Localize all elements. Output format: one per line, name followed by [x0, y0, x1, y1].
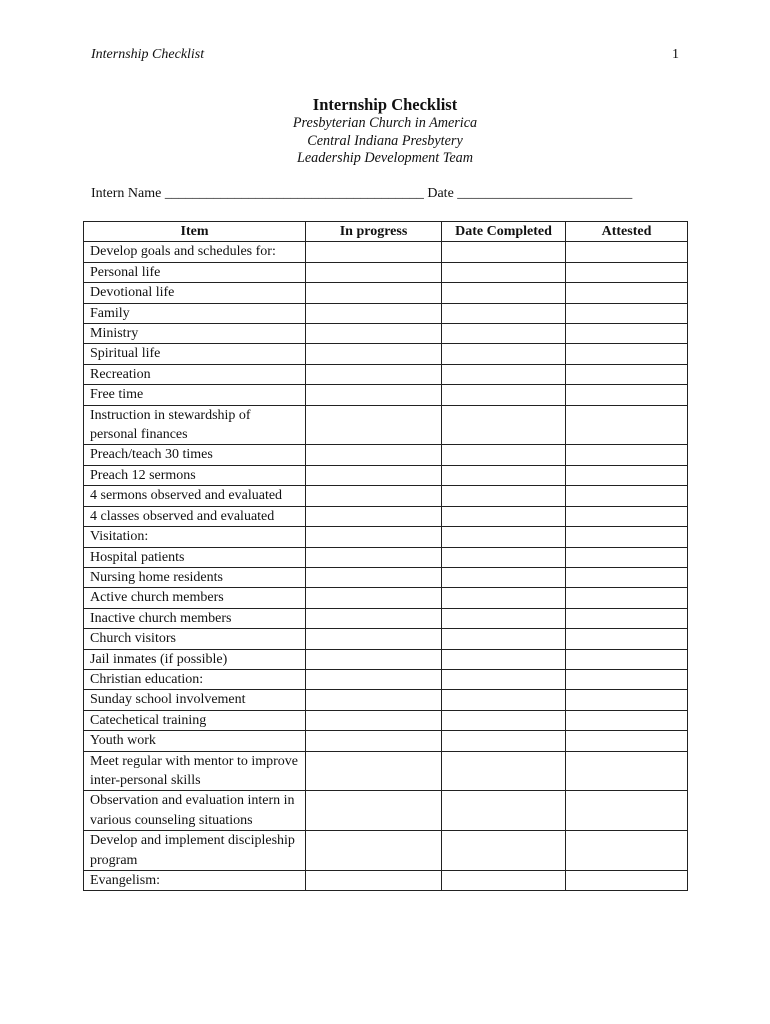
in-progress-cell[interactable] [306, 690, 442, 710]
checklist-item: Catechetical training [84, 710, 306, 730]
date-completed-cell[interactable] [442, 324, 566, 344]
checklist-item: Meet regular with mentor to improve inter-personal skills [84, 751, 306, 791]
checklist-item: 4 classes observed and evaluated [84, 506, 306, 526]
in-progress-cell[interactable] [306, 751, 442, 791]
checklist-item: Develop and implement discipleship program [84, 831, 306, 871]
checklist-row [84, 629, 688, 649]
attested-cell[interactable] [566, 405, 688, 445]
attested-cell[interactable] [566, 506, 688, 526]
checklist-row [84, 242, 688, 262]
checklist-row [84, 731, 688, 751]
attested-cell[interactable] [566, 303, 688, 323]
running-title: Internship Checklist [91, 47, 205, 62]
checklist-row [84, 324, 688, 344]
checklist-row [84, 791, 688, 831]
attested-cell[interactable] [566, 445, 688, 465]
attested-cell[interactable] [566, 831, 688, 871]
in-progress-cell[interactable] [306, 385, 442, 405]
date-completed-cell[interactable] [442, 303, 566, 323]
checklist-item: Preach/teach 30 times [84, 445, 306, 465]
in-progress-cell[interactable] [306, 629, 442, 649]
date-completed-cell[interactable] [442, 649, 566, 669]
in-progress-cell[interactable] [306, 344, 442, 364]
date-completed-cell[interactable] [442, 751, 566, 791]
checklist-row [84, 527, 688, 547]
in-progress-cell[interactable] [306, 649, 442, 669]
checklist-item: Personal life [84, 262, 306, 282]
title-block [0, 95, 770, 168]
in-progress-cell[interactable] [306, 486, 442, 506]
in-progress-cell[interactable] [306, 262, 442, 282]
in-progress-cell[interactable] [306, 405, 442, 445]
date-completed-cell[interactable] [442, 465, 566, 485]
checklist-row [84, 405, 688, 445]
date-completed-cell[interactable] [442, 871, 566, 891]
checklist-row [84, 303, 688, 323]
attested-cell[interactable] [566, 283, 688, 303]
checklist-row [84, 344, 688, 364]
in-progress-cell[interactable] [306, 791, 442, 831]
in-progress-cell[interactable] [306, 445, 442, 465]
in-progress-cell[interactable] [306, 710, 442, 730]
checklist-item: 4 sermons observed and evaluated [84, 486, 306, 506]
date-completed-cell[interactable] [442, 588, 566, 608]
checklist-row [84, 486, 688, 506]
checklist-row [84, 445, 688, 465]
checklist-row [84, 710, 688, 730]
page-number: 1 [672, 47, 679, 62]
attested-cell[interactable] [566, 871, 688, 891]
date-completed-cell[interactable] [442, 547, 566, 567]
attested-cell[interactable] [566, 690, 688, 710]
checklist-item: Youth work [84, 731, 306, 751]
checklist-row [84, 262, 688, 282]
in-progress-cell[interactable] [306, 283, 442, 303]
checklist-item: Devotional life [84, 283, 306, 303]
checklist-row [84, 385, 688, 405]
checklist-item: Church visitors [84, 629, 306, 649]
checklist-row [84, 364, 688, 384]
in-progress-cell[interactable] [306, 527, 442, 547]
in-progress-cell[interactable] [306, 465, 442, 485]
attested-cell[interactable] [566, 649, 688, 669]
date-completed-cell[interactable] [442, 567, 566, 587]
checklist-row [84, 547, 688, 567]
column-header-date-completed: Date Completed [442, 222, 566, 242]
checklist-item: Active church members [84, 588, 306, 608]
attested-cell[interactable] [566, 385, 688, 405]
date-completed-cell[interactable] [442, 405, 566, 445]
checklist-item: Evangelism: [84, 871, 306, 891]
date-completed-cell[interactable] [442, 629, 566, 649]
date-completed-cell[interactable] [442, 344, 566, 364]
in-progress-cell[interactable] [306, 608, 442, 628]
running-header [91, 47, 679, 63]
checklist-row [84, 465, 688, 485]
attested-cell[interactable] [566, 324, 688, 344]
intern-name-date-line: Intern Name _____________________________________ Date _________________________ [91, 186, 633, 201]
date-completed-cell[interactable] [442, 262, 566, 282]
subtitle-organization: Presbyterian Church in America [292, 115, 478, 131]
attested-cell[interactable] [566, 751, 688, 791]
attested-cell[interactable] [566, 465, 688, 485]
in-progress-cell[interactable] [306, 506, 442, 526]
checklist-item: Inactive church members [84, 608, 306, 628]
date-completed-cell[interactable] [442, 731, 566, 751]
date-completed-cell[interactable] [442, 242, 566, 262]
in-progress-cell[interactable] [306, 547, 442, 567]
in-progress-cell[interactable] [306, 669, 442, 689]
checklist-row [84, 588, 688, 608]
checklist-row [84, 669, 688, 689]
checklist-item: Spiritual life [84, 344, 306, 364]
checklist-item: Free time [84, 385, 306, 405]
checklist-item: Recreation [84, 364, 306, 384]
attested-cell[interactable] [566, 629, 688, 649]
checklist-table [83, 221, 688, 891]
checklist-row [84, 608, 688, 628]
attested-cell[interactable] [566, 547, 688, 567]
attested-cell[interactable] [566, 262, 688, 282]
attested-cell[interactable] [566, 731, 688, 751]
checklist-row [84, 690, 688, 710]
in-progress-cell[interactable] [306, 588, 442, 608]
checklist-body [84, 242, 688, 891]
attested-cell[interactable] [566, 710, 688, 730]
in-progress-cell[interactable] [306, 324, 442, 344]
checklist-item: Instruction in stewardship of personal finances [84, 405, 306, 445]
date-completed-cell[interactable] [442, 506, 566, 526]
checklist-item: Preach 12 sermons [84, 465, 306, 485]
column-header-attested: Attested [566, 222, 688, 242]
checklist-row [84, 506, 688, 526]
date-completed-cell[interactable] [442, 831, 566, 871]
checklist-item: Sunday school involvement [84, 690, 306, 710]
checklist-item: Nursing home residents [84, 567, 306, 587]
checklist-item: Ministry [84, 324, 306, 344]
column-header-item: Item [84, 222, 306, 242]
date-completed-cell[interactable] [442, 669, 566, 689]
in-progress-cell[interactable] [306, 871, 442, 891]
attested-cell[interactable] [566, 364, 688, 384]
date-completed-cell[interactable] [442, 527, 566, 547]
checklist-item: Jail inmates (if possible) [84, 649, 306, 669]
in-progress-cell[interactable] [306, 567, 442, 587]
checklist-row [84, 751, 688, 791]
date-completed-cell[interactable] [442, 486, 566, 506]
date-completed-cell[interactable] [442, 364, 566, 384]
column-header-in-progress: In progress [306, 222, 442, 242]
date-completed-cell[interactable] [442, 445, 566, 465]
attested-cell[interactable] [566, 527, 688, 547]
date-completed-cell[interactable] [442, 283, 566, 303]
subtitle-team: Leadership Development Team [296, 150, 473, 166]
attested-cell[interactable] [566, 669, 688, 689]
checklist-item: Family [84, 303, 306, 323]
checklist-row [84, 871, 688, 891]
in-progress-cell[interactable] [306, 831, 442, 871]
checklist-row [84, 649, 688, 669]
attested-cell[interactable] [566, 791, 688, 831]
attested-cell[interactable] [566, 588, 688, 608]
attested-cell[interactable] [566, 567, 688, 587]
checklist-item: Christian education: [84, 669, 306, 689]
checklist-item: Hospital patients [84, 547, 306, 567]
attested-cell[interactable] [566, 242, 688, 262]
attested-cell[interactable] [566, 608, 688, 628]
checklist-item: Visitation: [84, 527, 306, 547]
in-progress-cell[interactable] [306, 364, 442, 384]
date-completed-cell[interactable] [442, 690, 566, 710]
checklist-item: Observation and evaluation intern in various counseling situations [84, 791, 306, 831]
in-progress-cell[interactable] [306, 303, 442, 323]
in-progress-cell[interactable] [306, 731, 442, 751]
attested-cell[interactable] [566, 486, 688, 506]
checklist-item: Develop goals and schedules for: [84, 242, 306, 262]
header-row [84, 222, 688, 242]
date-completed-cell[interactable] [442, 608, 566, 628]
checklist-row [84, 283, 688, 303]
in-progress-cell[interactable] [306, 242, 442, 262]
checklist-row [84, 831, 688, 871]
date-completed-cell[interactable] [442, 385, 566, 405]
subtitle-presbytery: Central Indiana Presbytery [307, 132, 463, 149]
document-title: Internship Checklist [312, 95, 458, 114]
date-completed-cell[interactable] [442, 791, 566, 831]
checklist-row [84, 567, 688, 587]
attested-cell[interactable] [566, 344, 688, 364]
date-completed-cell[interactable] [442, 710, 566, 730]
